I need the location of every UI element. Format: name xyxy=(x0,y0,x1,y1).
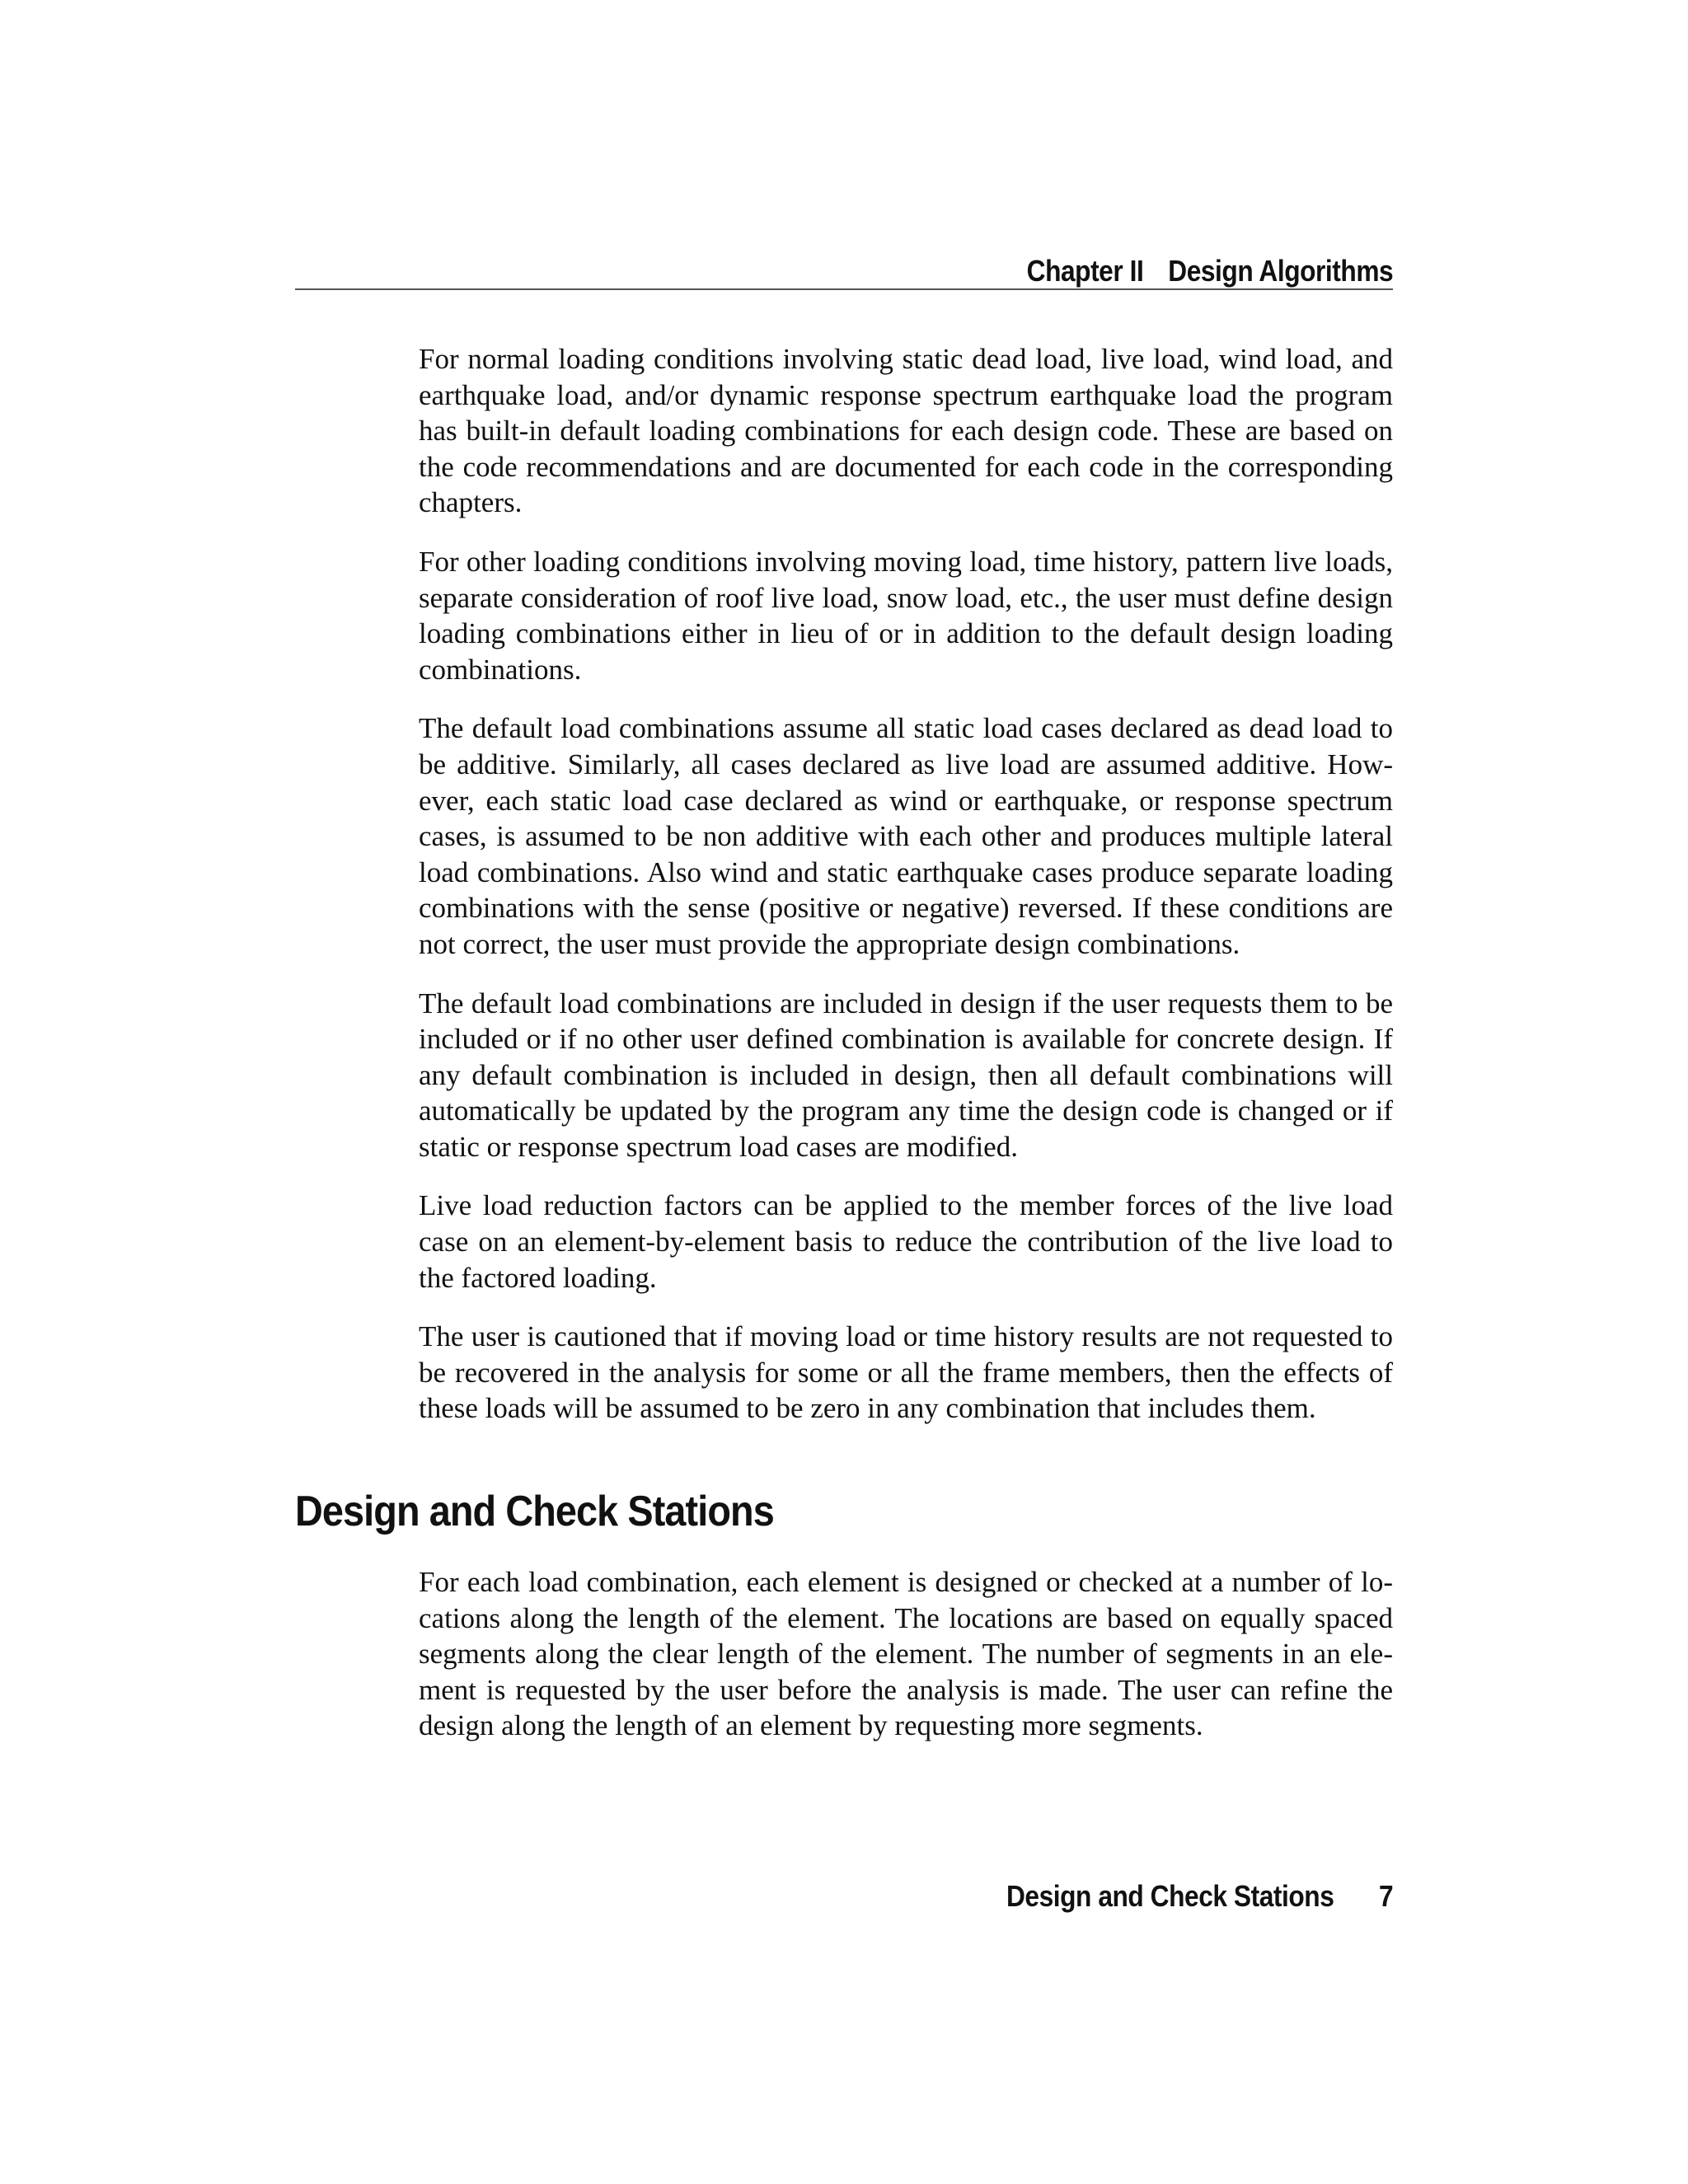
paragraph: For each load combination, each element is designed or checked at a number of locations along the length of the element. The locations are based on equally spaced segments along the clear length of the element. The number of segments in an element is requested by the user before the analysis is made. The user can refine the design along the length of an element by requesting more segments. xyxy=(419,1566,1393,1742)
paragraph: The default load combinations are included in design if the user requests them to be included or if no other user defined combination is available for concrete design. If any default combination is included in design, then all default combinations will automatically be updated by the program any time the design code is changed or if static or response spectrum load cases are modified. xyxy=(419,987,1393,1163)
paragraph: Live load reduction factors can be applied to the member forces of the live load case on an element-by-element basis to reduce the contribution of the live load to the factored loading. xyxy=(419,1189,1393,1294)
paragraph: The default load combinations assume all static load cases declared as dead load to be additive. Similarly, all cases declared as live load are assumed additive. However, each static load case declared as wind or earthquake, or response spectrum cases, is assumed to be non additive with each other and produces multiple lateral load combinations. Also wind and static earthquake cases produce separate loading combinations with the sense (positive or negative) reversed. If these conditions are not correct, the user must provide the appropriate design combinations. xyxy=(419,712,1393,960)
paragraph: For other loading conditions involving moving load, time history, pattern live loads, separate consideration of roof live load, snow load, etc., the user must define design loading combinations either in lieu of or in addition to the default design loading combinations. xyxy=(419,545,1393,686)
footer-section-title: Design and Check Stations xyxy=(1006,1879,1334,1913)
header-chapter-title: Design Algorithms xyxy=(1168,254,1393,288)
body-text-top xyxy=(419,341,1393,1450)
running-header xyxy=(295,252,1393,290)
paragraph: The user is cautioned that if moving load or time history results are not requested to be recovered in the analysis for some or all the frame members, then the effects of these loads will be assumed to be zero in any combination that includes them. xyxy=(419,1320,1393,1425)
section-body-text xyxy=(419,1564,1393,1767)
page-number: 7 xyxy=(1378,1879,1393,1913)
section-heading: Design and Check Stations xyxy=(295,1488,774,1535)
running-header-text xyxy=(1026,254,1393,288)
paragraph: For normal loading conditions involving static dead load, live load, wind load, and earthquake load, and/or dynamic response spectrum earthquake load the program has built-in default loading combinations for each design code. These are based on the code recommendations and are documented for each code in the corresponding chapters. xyxy=(419,343,1393,519)
running-footer xyxy=(1006,1879,1393,1914)
header-chapter-label: Chapter II xyxy=(1026,254,1144,288)
